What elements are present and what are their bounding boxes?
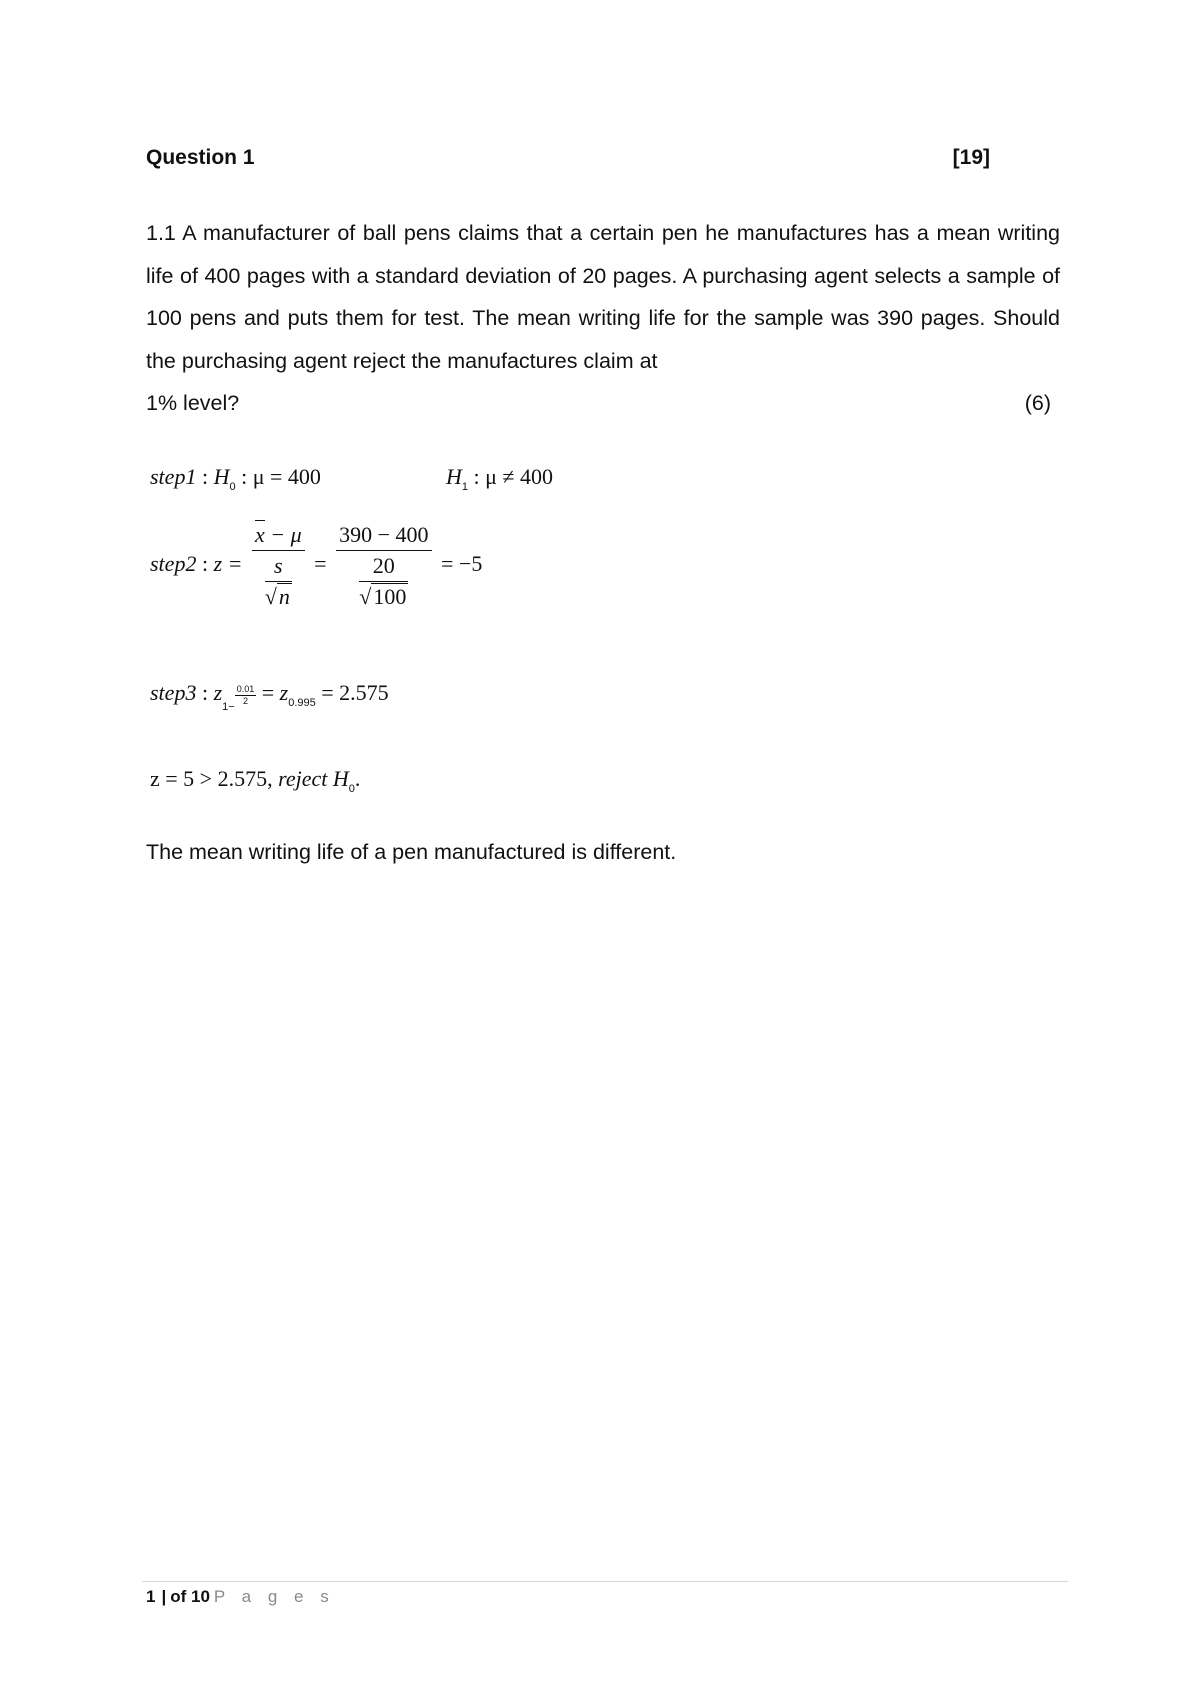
decision-h: H xyxy=(332,766,349,791)
step2-result: = −5 xyxy=(441,551,483,577)
decision-text: z = 5 > 2.575, xyxy=(150,766,273,791)
question-marks: [19] xyxy=(952,146,990,169)
question-header xyxy=(146,146,990,176)
step2-lhs: z = xyxy=(213,551,243,577)
h0-symbol: H xyxy=(213,464,230,489)
h1-subscript: 1 xyxy=(461,481,469,493)
page-footer xyxy=(146,1587,335,1607)
footer-pages-word: P a g e s xyxy=(213,1587,335,1606)
step3-result: = 2.575 xyxy=(321,680,389,705)
problem-statement xyxy=(146,212,1060,425)
h0-expression: : μ = 400 xyxy=(241,464,321,489)
footer-separator: | xyxy=(161,1587,167,1606)
z2-symbol: z xyxy=(279,680,289,705)
subscript-two: 2 xyxy=(242,696,248,706)
z-subscript xyxy=(222,684,256,713)
step3-equals: = xyxy=(261,680,275,705)
step3-equation: step3 : $z_{1- \frac{0.01}{2}} = z_{0.995} = 2.575$ xyxy=(150,680,389,713)
conclusion-text: The mean writing life of a pen manufactured is different. xyxy=(146,840,677,864)
step1-h1 xyxy=(446,464,553,493)
sqrt-n: n xyxy=(278,584,290,609)
z-symbol: z xyxy=(213,680,223,705)
subscript-one-minus: 1− xyxy=(222,701,235,713)
h1-symbol: H xyxy=(446,464,462,489)
step2-label: step2 xyxy=(150,551,197,577)
problem-body: 1.1 A manufacturer of ball pens claims that a certain pen he manufactures has a mean writing life of 400 pages with a standard deviation of 20 pages. A purchasing agent selects a sample of 100 pens and puts them for test. The mean writing life for the sample was 390 pages. Should the purchasing agent reject the manufactures claim at xyxy=(146,221,1060,373)
footer-of-total: of 10 xyxy=(170,1587,210,1606)
step2-equation: step2 : z = $\frac{x - \mu}{\frac{s}{√n}}$ = $\frac{390 - 400}{\frac{20}{√100}}$ = −5 xyxy=(150,522,483,609)
problem-last-text: 1% level? xyxy=(146,391,240,415)
decision-period: . xyxy=(354,766,361,791)
z-formula-fraction: $\frac{x - \mu}{\frac{s}{√n}}$ xyxy=(252,522,305,610)
formula-numerator-rest: − μ xyxy=(270,522,302,547)
subscript-alpha: 0.01 xyxy=(236,684,255,694)
step1-label: step1 xyxy=(150,464,197,489)
step3-label: step3 xyxy=(150,680,197,705)
value-numerator: 390 − 400 xyxy=(336,522,431,551)
problem-last-line xyxy=(146,382,1060,425)
s-symbol: s xyxy=(265,553,292,582)
decision-line xyxy=(150,766,361,795)
problem-points: (6) xyxy=(1024,391,1051,415)
footer-page-number: 1 xyxy=(146,1587,156,1606)
question-title: Question 1 xyxy=(146,146,255,169)
value-sd: 20 xyxy=(359,553,408,582)
step1-h0: step1 : $H_0$ : μ = 400 xyxy=(150,464,321,493)
x-bar: x xyxy=(255,522,265,547)
footer-divider xyxy=(142,1581,1068,1582)
decision-h-subscript: 0 xyxy=(348,783,355,795)
h1-expression: : μ ≠ 400 xyxy=(473,464,553,489)
z2-subscript: 0.995 xyxy=(288,697,316,709)
decision-reject: reject xyxy=(278,766,328,791)
sqrt-100: 100 xyxy=(373,584,407,609)
h0-subscript: 0 xyxy=(229,481,236,493)
z-value-fraction: $\frac{390 - 400}{\frac{20}{√100}}$ xyxy=(336,522,431,610)
